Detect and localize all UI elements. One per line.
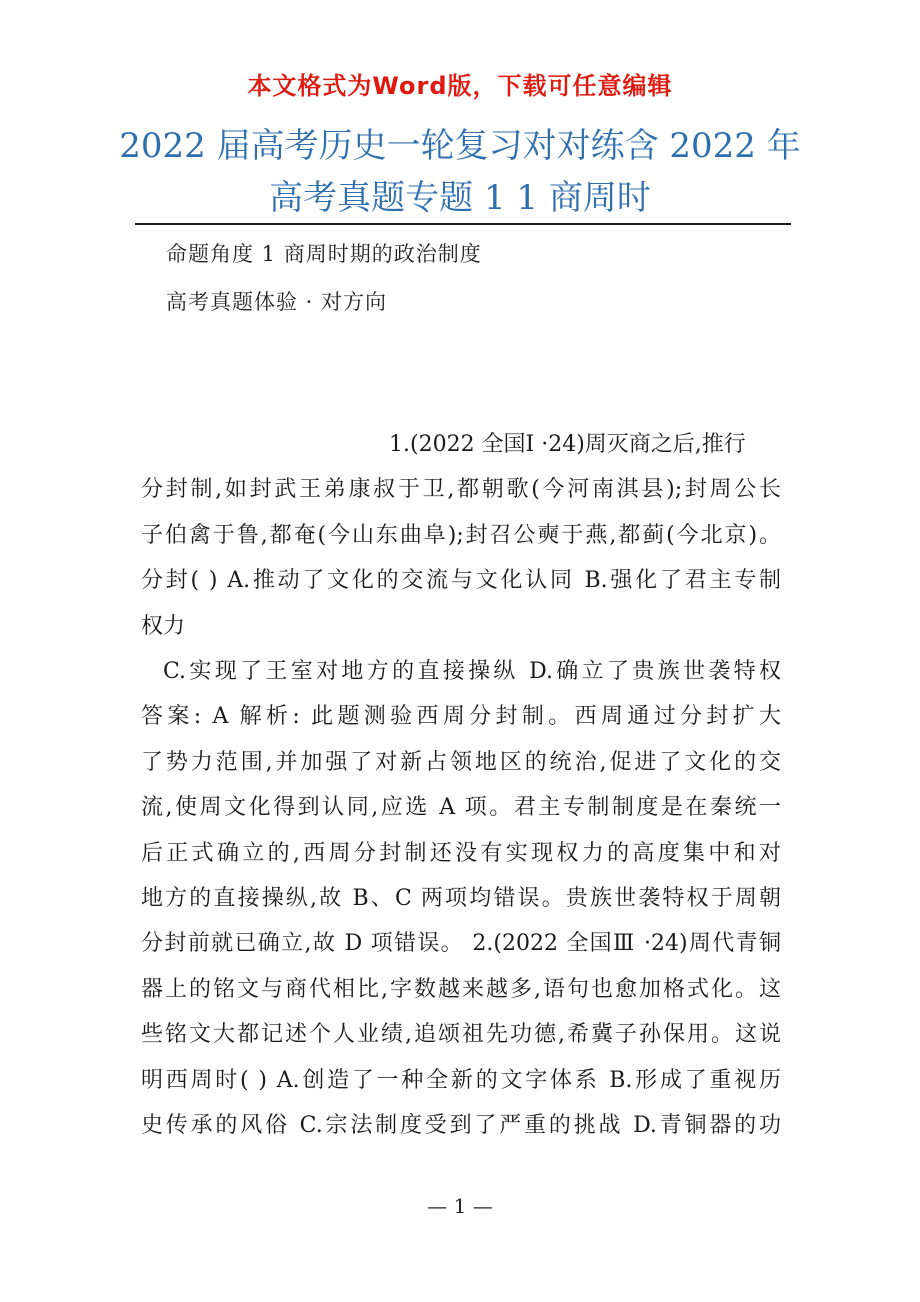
section-heading: 高考真题体验 · 对方向 bbox=[166, 290, 388, 314]
body-line: 明西周时( ) A.创造了一种全新的文字体系 B.形成了重视历 bbox=[141, 1067, 781, 1093]
body-line: 后正式确立的,西周分封制还没有实现权力的高度集中和对 bbox=[141, 840, 781, 866]
body-line: 史传承的风俗 C.宗法制度受到了严重的挑战 D.青铜器的功 bbox=[141, 1113, 781, 1139]
page-number: — 1 — bbox=[427, 1194, 493, 1218]
question-body bbox=[141, 422, 781, 1149]
title-line-1: 2022 届高考历史一轮复习对对练含 2022 年 bbox=[119, 126, 801, 166]
body-line: 器上的铭文与商代相比,字数越来越多,语句也愈加格式化。这 bbox=[141, 976, 781, 1002]
body-line: 子伯禽于鲁,都奄(今山东曲阜);封召公奭于燕,都蓟(今北京)。 bbox=[141, 522, 781, 548]
title-line-2: 高考真题专题 1 1 商周时 bbox=[269, 178, 651, 218]
body-line: 1.(2022 全国Ⅰ ·24)周灭商之后,推行 bbox=[389, 432, 746, 457]
body-line: 分封前就已确立,故 D 项错误。 2.(2022 全国Ⅲ ·24)周代青铜 bbox=[141, 931, 781, 957]
topic-angle-heading: 命题角度 1 商周时期的政治制度 bbox=[166, 242, 482, 266]
body-line: 答案: A 解析: 此题测验西周分封制。西周通过分封扩大 bbox=[141, 704, 781, 730]
body-line: C.实现了王室对地方的直接操纵 D.确立了贵族世袭特权 bbox=[163, 659, 781, 685]
body-line: 流,使周文化得到认同,应选 A 项。君主专制制度是在秦统一 bbox=[141, 795, 781, 821]
document-title bbox=[60, 120, 860, 224]
body-line: 些铭文大都记述个人业绩,追颂祖先功德,希冀子孙保用。这说 bbox=[141, 1022, 781, 1048]
format-banner: 本文格式为Word版，下载可任意编辑 bbox=[247, 72, 673, 100]
title-divider bbox=[135, 223, 791, 225]
body-line: 权力 bbox=[141, 613, 186, 639]
body-line: 分封制,如封武王弟康叔于卫,都朝歌(今河南淇县);封周公长 bbox=[141, 477, 781, 503]
body-line: 分封( ) A.推动了文化的交流与文化认同 B.强化了君主专制 bbox=[141, 568, 781, 594]
body-line: 了势力范围,并加强了对新占领地区的统治,促进了文化的交 bbox=[141, 749, 781, 775]
body-line: 地方的直接操纵,故 B、C 两项均错误。贵族世袭特权于周朝 bbox=[141, 886, 781, 912]
